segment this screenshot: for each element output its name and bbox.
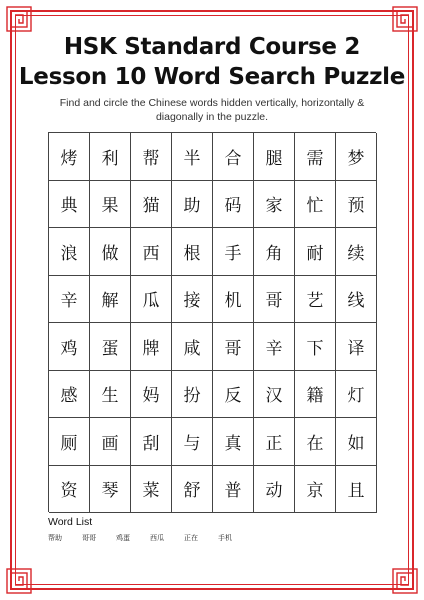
- grid-cell[interactable]: 机: [213, 276, 254, 324]
- grid-cell[interactable]: 利: [90, 133, 131, 181]
- grid-cell[interactable]: 猫: [131, 181, 172, 229]
- grid-cell[interactable]: 牌: [131, 323, 172, 371]
- instructions-text: Find and circle the Chinese words hidden vertically, horizontally & diagonally in the puzzle.: [59, 97, 365, 123]
- word-list-item: 手机: [218, 534, 232, 542]
- grid-cell[interactable]: 舒: [172, 466, 213, 514]
- word-list-item: 帮助: [48, 534, 62, 542]
- grid-cell[interactable]: 咸: [172, 323, 213, 371]
- grid-cell[interactable]: 解: [90, 276, 131, 324]
- grid-cell[interactable]: 助: [172, 181, 213, 229]
- grid-cell[interactable]: 腿: [254, 133, 295, 181]
- grid-cell[interactable]: 扮: [172, 371, 213, 419]
- grid-cell[interactable]: 琴: [90, 466, 131, 514]
- grid-cell[interactable]: 忙: [295, 181, 336, 229]
- grid-cell[interactable]: 且: [336, 466, 377, 514]
- corner-ornament-icon: [6, 568, 32, 594]
- grid-cell[interactable]: 手: [213, 228, 254, 276]
- grid-cell[interactable]: 梦: [336, 133, 377, 181]
- grid-cell[interactable]: 汉: [254, 371, 295, 419]
- grid-cell[interactable]: 厕: [49, 418, 90, 466]
- page-title-line1: HSK Standard Course 2: [63, 34, 361, 60]
- corner-ornament-icon: [6, 6, 32, 32]
- grid-cell[interactable]: 妈: [131, 371, 172, 419]
- grid-cell[interactable]: 鸡: [49, 323, 90, 371]
- grid-cell[interactable]: 辛: [49, 276, 90, 324]
- grid-cell[interactable]: 京: [295, 466, 336, 514]
- grid-cell[interactable]: 做: [90, 228, 131, 276]
- grid-cell[interactable]: 合: [213, 133, 254, 181]
- grid-cell[interactable]: 帮: [131, 133, 172, 181]
- word-list-item: 鸡蛋: [116, 534, 130, 542]
- grid-cell[interactable]: 角: [254, 228, 295, 276]
- grid-cell[interactable]: 线: [336, 276, 377, 324]
- grid-cell[interactable]: 续: [336, 228, 377, 276]
- grid-cell[interactable]: 哥: [254, 276, 295, 324]
- grid-cell[interactable]: 耐: [295, 228, 336, 276]
- grid-cell[interactable]: 半: [172, 133, 213, 181]
- grid-cell[interactable]: 瓜: [131, 276, 172, 324]
- grid-cell[interactable]: 下: [295, 323, 336, 371]
- word-list-item: 哥哥: [82, 534, 96, 542]
- word-list: [48, 533, 252, 543]
- grid-cell[interactable]: 反: [213, 371, 254, 419]
- word-list-item: 正在: [184, 534, 198, 542]
- grid-cell[interactable]: 菜: [131, 466, 172, 514]
- corner-ornament-icon: [392, 6, 418, 32]
- grid-cell[interactable]: 灯: [336, 371, 377, 419]
- grid-cell[interactable]: 需: [295, 133, 336, 181]
- grid-cell[interactable]: 接: [172, 276, 213, 324]
- grid-cell[interactable]: 果: [90, 181, 131, 229]
- grid-cell[interactable]: 正: [254, 418, 295, 466]
- grid-cell[interactable]: 刮: [131, 418, 172, 466]
- grid-cell[interactable]: 家: [254, 181, 295, 229]
- grid-cell[interactable]: 艺: [295, 276, 336, 324]
- grid-cell[interactable]: 感: [49, 371, 90, 419]
- grid-cell[interactable]: 如: [336, 418, 377, 466]
- grid-cell[interactable]: 资: [49, 466, 90, 514]
- grid-cell[interactable]: 动: [254, 466, 295, 514]
- grid-cell[interactable]: 普: [213, 466, 254, 514]
- grid-cell[interactable]: 烤: [49, 133, 90, 181]
- corner-ornament-icon: [392, 568, 418, 594]
- word-search-grid: [48, 132, 376, 512]
- grid-cell[interactable]: 预: [336, 181, 377, 229]
- word-list-title: Word List: [48, 516, 93, 528]
- grid-cell[interactable]: 与: [172, 418, 213, 466]
- word-list-item: 西瓜: [150, 534, 164, 542]
- grid-cell[interactable]: 西: [131, 228, 172, 276]
- grid-cell[interactable]: 蛋: [90, 323, 131, 371]
- grid-cell[interactable]: 辛: [254, 323, 295, 371]
- grid-cell[interactable]: 真: [213, 418, 254, 466]
- grid-cell[interactable]: 码: [213, 181, 254, 229]
- grid-cell[interactable]: 画: [90, 418, 131, 466]
- grid-cell[interactable]: 在: [295, 418, 336, 466]
- grid-cell[interactable]: 典: [49, 181, 90, 229]
- grid-cell[interactable]: 译: [336, 323, 377, 371]
- grid-cell[interactable]: 浪: [49, 228, 90, 276]
- grid-cell[interactable]: 哥: [213, 323, 254, 371]
- grid-cell[interactable]: 根: [172, 228, 213, 276]
- page-title-line2: Lesson 10 Word Search Puzzle: [18, 64, 406, 90]
- grid-cell[interactable]: 生: [90, 371, 131, 419]
- grid-cell[interactable]: 籍: [295, 371, 336, 419]
